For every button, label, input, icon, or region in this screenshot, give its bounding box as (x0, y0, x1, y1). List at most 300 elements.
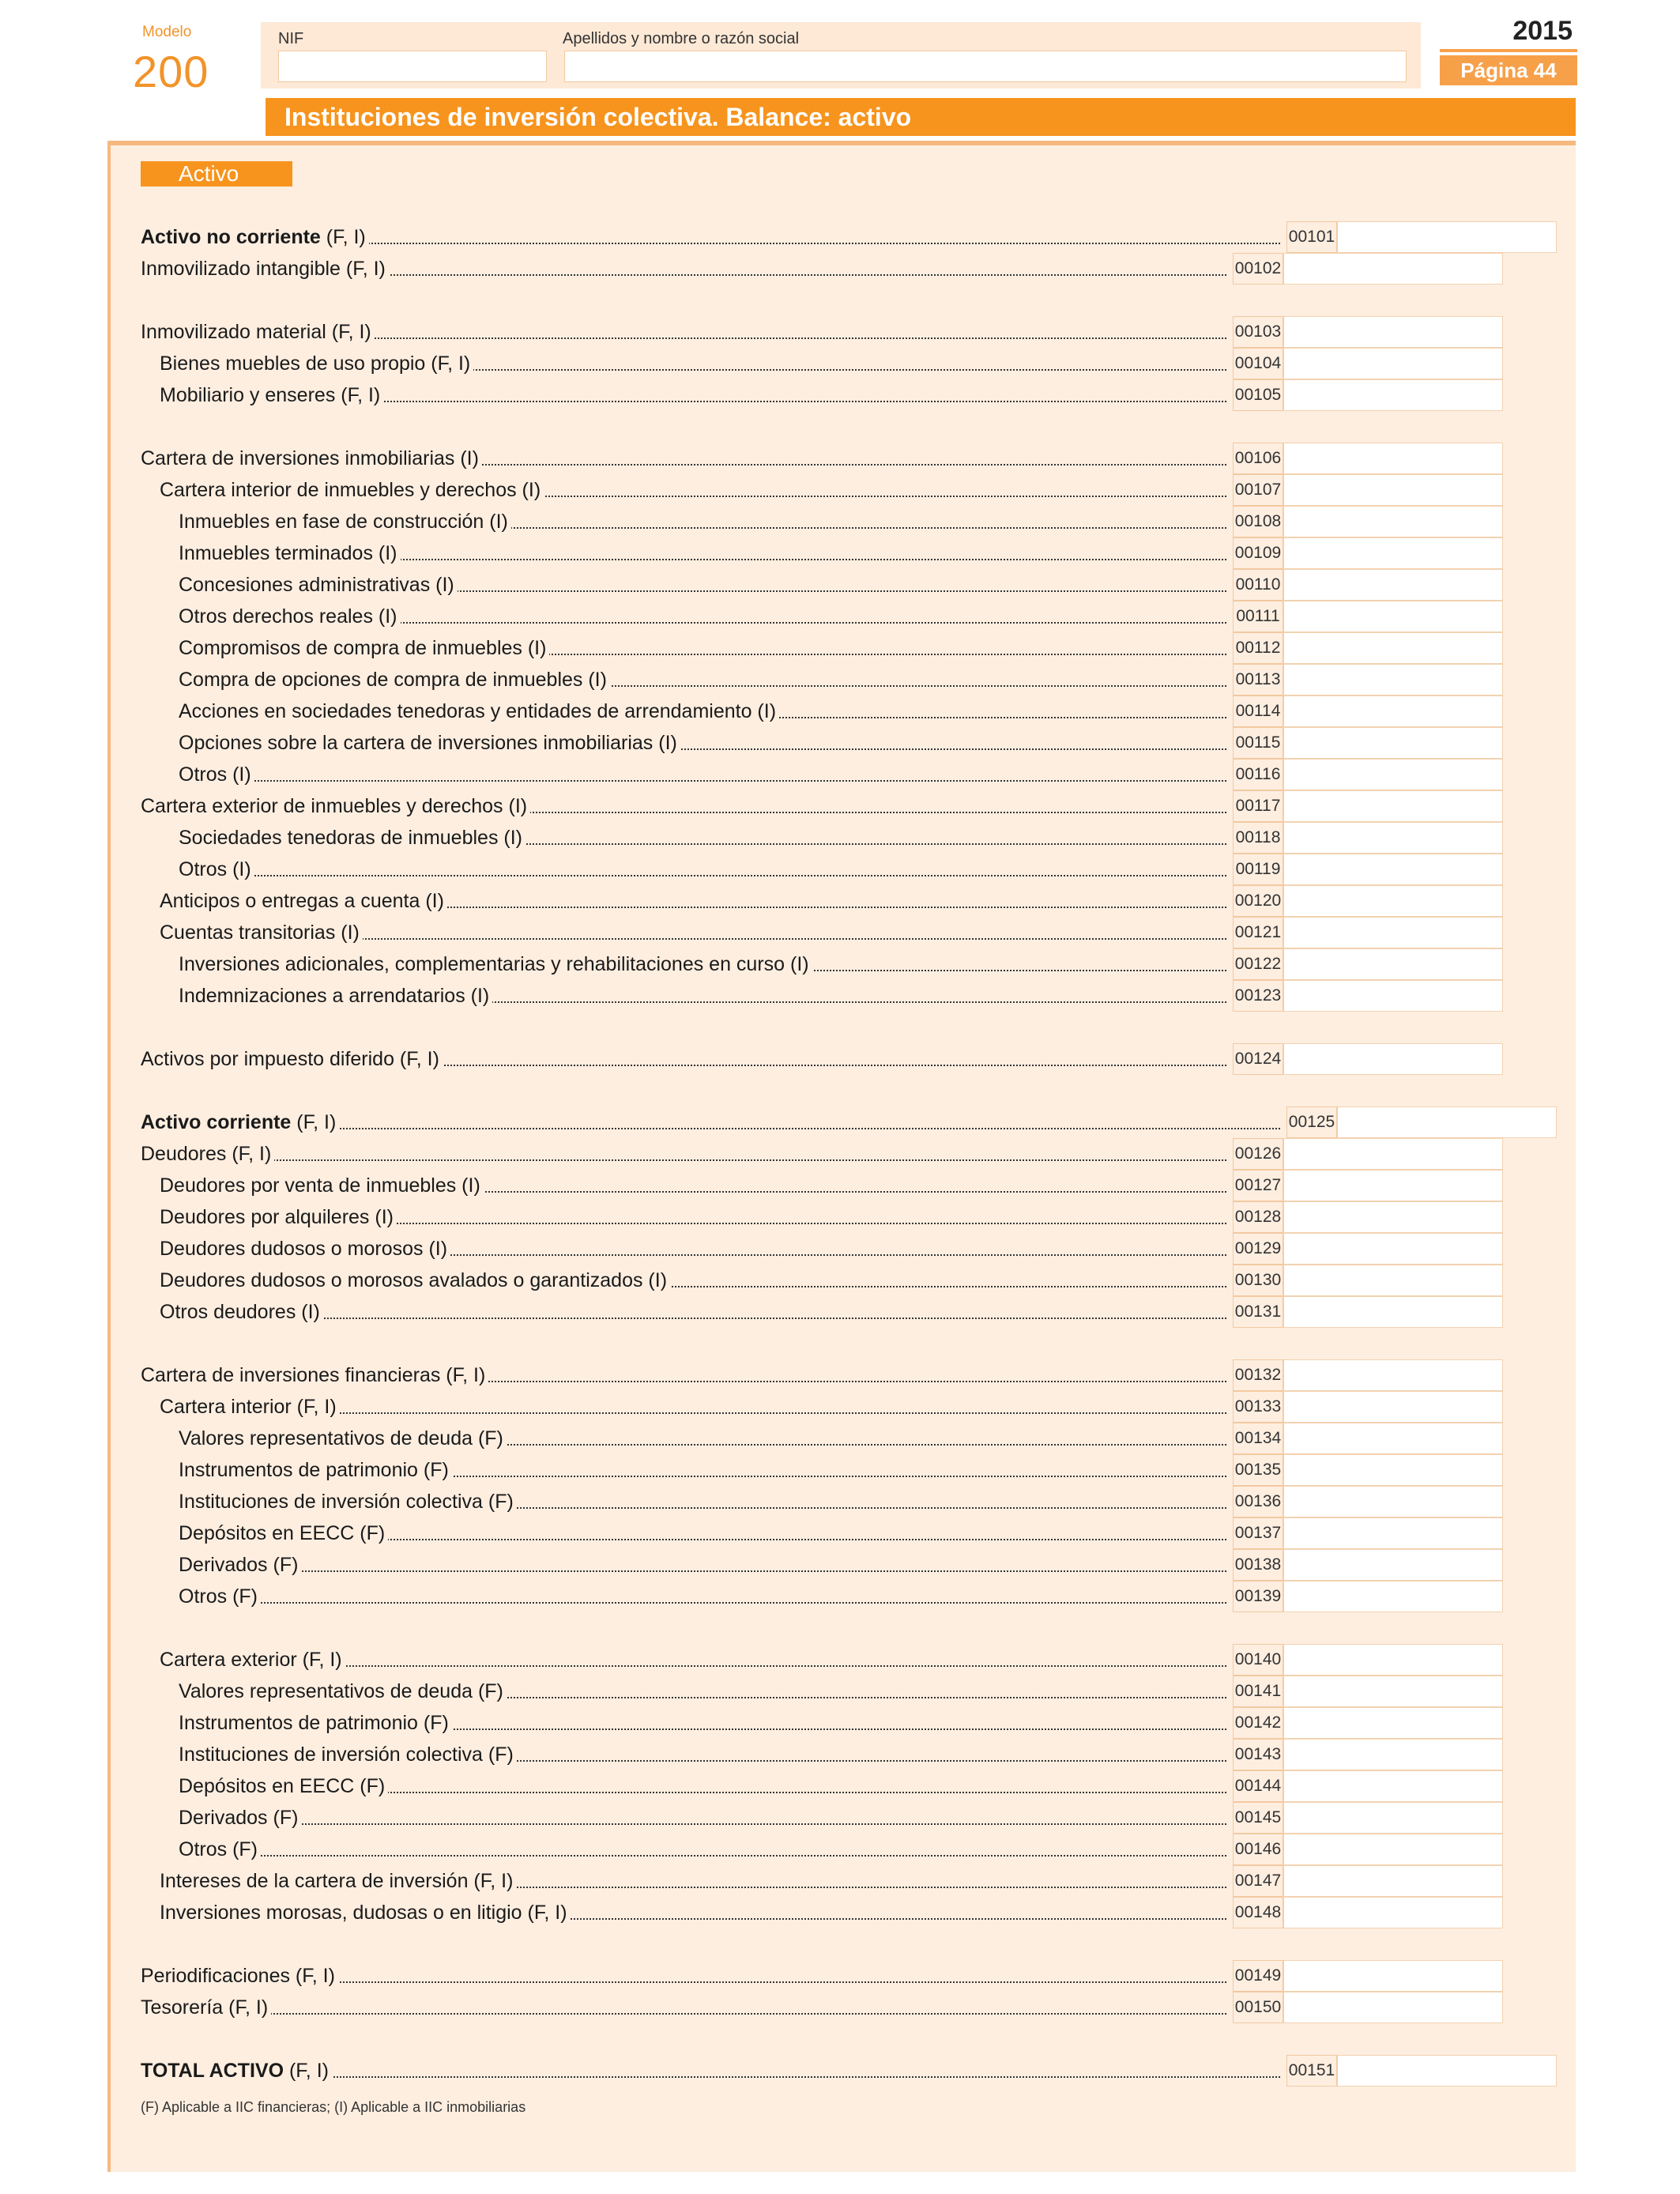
form-row (0, 474, 1680, 506)
row-plain-text: Inmovilizado intangible (F, I) (141, 258, 386, 280)
amount-input[interactable] (1283, 696, 1503, 727)
row-text (179, 605, 401, 628)
amount-input[interactable] (1283, 1138, 1503, 1170)
field-code: 00102 (1233, 253, 1283, 285)
form-row (0, 1359, 1680, 1391)
row-plain-text: Opciones sobre la cartera de inversiones inmobiliarias (I) (179, 732, 677, 754)
amount-input[interactable] (1283, 474, 1503, 506)
amount-input[interactable] (1283, 1517, 1503, 1549)
field-code: 00121 (1233, 917, 1283, 948)
form-row (0, 917, 1680, 948)
row-label (179, 727, 1226, 759)
field-code: 00146 (1233, 1834, 1283, 1865)
leader-dots (179, 1570, 1226, 1572)
nif-input[interactable] (278, 51, 547, 82)
row-text (179, 1838, 261, 1860)
amount-input[interactable] (1283, 1897, 1503, 1928)
form-row (0, 1676, 1680, 1707)
field-code: 00107 (1233, 474, 1283, 506)
row-label (160, 1233, 1226, 1265)
form-row (0, 569, 1680, 601)
field-code: 00148 (1233, 1897, 1283, 1928)
nif-label: NIF (278, 30, 304, 47)
field-code: 00129 (1233, 1233, 1283, 1265)
row-label (160, 1265, 1226, 1296)
row-plain-text: Indemnizaciones a arrendatarios (I) (179, 985, 490, 1007)
row-label (141, 1359, 1226, 1391)
row-text (179, 1712, 452, 1734)
row-text (160, 1269, 670, 1291)
amount-input[interactable] (1283, 822, 1503, 854)
form-row (0, 1233, 1680, 1265)
row-text (141, 226, 369, 248)
row-plain-text: Derivados (F) (179, 1554, 299, 1576)
amount-input[interactable] (1283, 537, 1503, 569)
row-text (179, 637, 549, 659)
row-text (141, 1111, 339, 1133)
amount-input[interactable] (1337, 1106, 1557, 1138)
row-label (179, 1517, 1226, 1549)
row-plain-text: (F, I) (284, 2060, 329, 2082)
row-text (179, 1775, 388, 1797)
form-row (0, 221, 1680, 253)
amount-input[interactable] (1283, 1296, 1503, 1328)
form-row (0, 854, 1680, 885)
row-text (141, 1143, 274, 1165)
row-plain-text: Valores representativos de deuda (F) (179, 1427, 503, 1449)
row-label (141, 443, 1226, 474)
row-text (179, 1427, 507, 1449)
amount-input[interactable] (1283, 1043, 1503, 1075)
row-text (141, 1996, 271, 2019)
row-label (179, 537, 1226, 569)
amount-input[interactable] (1283, 885, 1503, 917)
row-plain-text: (F, I) (291, 1111, 337, 1133)
form-row (0, 1486, 1680, 1517)
field-code: 00140 (1233, 1644, 1283, 1676)
form-row (0, 253, 1680, 285)
row-label (179, 506, 1226, 537)
amount-input[interactable] (1283, 1201, 1503, 1233)
row-label (179, 1581, 1226, 1612)
amount-input[interactable] (1283, 1802, 1503, 1834)
row-bold-text: TOTAL ACTIVO (141, 2060, 284, 2082)
form-row (0, 1865, 1680, 1897)
amount-input[interactable] (1283, 1359, 1503, 1391)
row-label (160, 1644, 1226, 1676)
form-row (0, 1170, 1680, 1201)
amount-input[interactable] (1283, 1486, 1503, 1517)
row-text (141, 795, 530, 817)
name-input[interactable] (564, 51, 1407, 82)
amount-input[interactable] (1283, 379, 1503, 411)
field-code: 00142 (1233, 1707, 1283, 1739)
amount-input[interactable] (1283, 1454, 1503, 1486)
leader-dots (141, 1159, 1226, 1161)
form-row (0, 1960, 1680, 1992)
row-plain-text: Cartera de inversiones financieras (F, I) (141, 1364, 486, 1386)
amount-input[interactable] (1283, 1233, 1503, 1265)
amount-input[interactable] (1283, 1865, 1503, 1897)
amount-input[interactable] (1283, 443, 1503, 474)
row-text (179, 700, 779, 722)
row-label (141, 221, 1280, 253)
form-row (0, 1770, 1680, 1802)
row-plain-text: Cartera de inversiones inmobiliarias (I) (141, 447, 479, 469)
form-row (0, 1043, 1680, 1075)
section-tab: Activo (141, 161, 292, 187)
row-text (160, 1649, 345, 1671)
amount-input[interactable] (1283, 601, 1503, 632)
row-label (160, 1897, 1226, 1928)
row-text (141, 2060, 332, 2082)
field-code: 00137 (1233, 1517, 1283, 1549)
form-row (0, 1106, 1680, 1138)
footnote: (F) Aplicable a IIC financieras; (I) Aplicable a IIC inmobiliarias (141, 2099, 526, 2115)
row-label (141, 316, 1226, 348)
row-plain-text: Acciones en sociedades tenedoras y entidades de arrendamiento (I) (179, 700, 777, 722)
row-plain-text: Otros (F) (179, 1585, 258, 1608)
amount-input[interactable] (1283, 1391, 1503, 1423)
row-text (141, 1048, 443, 1070)
amount-input[interactable] (1283, 1423, 1503, 1454)
modelo-number: 200 (133, 47, 209, 96)
row-text (179, 1744, 517, 1766)
row-plain-text: Inmovilizado material (F, I) (141, 321, 371, 343)
form-row (0, 1707, 1680, 1739)
row-text (179, 953, 812, 975)
amount-input[interactable] (1283, 1960, 1503, 1992)
form-row (0, 790, 1680, 822)
row-text (141, 258, 389, 280)
row-plain-text: Otros derechos reales (I) (179, 605, 397, 628)
field-code: 00128 (1233, 1201, 1283, 1233)
amount-input[interactable] (1283, 1707, 1503, 1739)
field-code: 00144 (1233, 1770, 1283, 1802)
form-row (0, 506, 1680, 537)
row-plain-text: Cartera interior de inmuebles y derechos (I) (160, 479, 541, 501)
amount-input[interactable] (1283, 727, 1503, 759)
field-code: 00133 (1233, 1391, 1283, 1423)
row-text (141, 447, 482, 469)
field-code: 00139 (1233, 1581, 1283, 1612)
field-code: 00111 (1233, 601, 1283, 632)
row-text (179, 1491, 517, 1513)
row-plain-text: (F, I) (320, 226, 366, 248)
row-label (160, 1170, 1226, 1201)
leader-dots (179, 875, 1226, 876)
field-code: 00113 (1233, 664, 1283, 696)
row-label (179, 822, 1226, 854)
row-plain-text: Derivados (F) (179, 1807, 299, 1829)
form-row (0, 1644, 1680, 1676)
amount-input[interactable] (1283, 1992, 1503, 2023)
row-label (179, 1454, 1226, 1486)
field-code: 00151 (1286, 2055, 1337, 2087)
row-label (160, 1296, 1226, 1328)
row-text (160, 1238, 450, 1260)
row-label (179, 1802, 1226, 1834)
row-label (179, 1486, 1226, 1517)
field-code: 00127 (1233, 1170, 1283, 1201)
form-row (0, 885, 1680, 917)
row-label (179, 759, 1226, 790)
row-plain-text: Cartera interior (F, I) (160, 1396, 337, 1418)
field-code: 00126 (1233, 1138, 1283, 1170)
field-code: 00104 (1233, 348, 1283, 379)
row-text (160, 922, 363, 944)
row-text (179, 827, 525, 849)
field-code: 00141 (1233, 1676, 1283, 1707)
amount-input[interactable] (1283, 1770, 1503, 1802)
row-plain-text: Anticipos o entregas a cuenta (I) (160, 890, 444, 912)
form-row (0, 443, 1680, 474)
row-text (179, 542, 401, 564)
field-code: 00117 (1233, 790, 1283, 822)
amount-input[interactable] (1283, 569, 1503, 601)
row-text (179, 669, 610, 691)
row-text (179, 1585, 261, 1608)
form-row (0, 1265, 1680, 1296)
row-text (160, 384, 383, 406)
field-code: 00125 (1286, 1106, 1337, 1138)
row-label (141, 253, 1226, 285)
row-plain-text: Tesorería (F, I) (141, 1996, 269, 2019)
amount-input[interactable] (1283, 980, 1503, 1012)
row-text (160, 1206, 397, 1228)
row-text (179, 511, 511, 533)
row-bold-text: Activo corriente (141, 1111, 292, 1133)
row-label (160, 885, 1226, 917)
field-code: 00119 (1233, 854, 1283, 885)
field-code: 00130 (1233, 1265, 1283, 1296)
amount-input[interactable] (1283, 1170, 1503, 1201)
row-plain-text: Instrumentos de patrimonio (F) (179, 1712, 449, 1734)
row-label (179, 1834, 1226, 1865)
form-row (0, 980, 1680, 1012)
row-text (179, 858, 254, 880)
row-label (179, 569, 1226, 601)
field-code: 00120 (1233, 885, 1283, 917)
row-text (179, 763, 254, 786)
form-row (0, 601, 1680, 632)
row-plain-text: Instrumentos de patrimonio (F) (179, 1459, 449, 1481)
field-code: 00149 (1233, 1960, 1283, 1992)
row-plain-text: Instituciones de inversión colectiva (F) (179, 1744, 514, 1766)
row-text (160, 1174, 484, 1197)
row-plain-text: Inmuebles terminados (I) (179, 542, 397, 564)
row-text (179, 1680, 507, 1702)
row-plain-text: Depósitos en EECC (F) (179, 1522, 386, 1544)
field-code: 00112 (1233, 632, 1283, 664)
row-label (141, 1043, 1226, 1075)
amount-input[interactable] (1283, 1834, 1503, 1865)
page-title: Instituciones de inversión colectiva. Balance: activo (266, 98, 1576, 136)
row-plain-text: Deudores dudosos o morosos (I) (160, 1238, 448, 1260)
form-row (0, 1992, 1680, 2023)
leader-dots (179, 1602, 1226, 1604)
name-label: Apellidos y nombre o razón social (563, 30, 800, 47)
form-row (0, 1391, 1680, 1423)
row-plain-text: Cartera exterior (F, I) (160, 1649, 342, 1671)
row-label (179, 1739, 1226, 1770)
field-code: 00118 (1233, 822, 1283, 854)
row-text (179, 1522, 388, 1544)
field-code: 00145 (1233, 1802, 1283, 1834)
form-row (0, 664, 1680, 696)
row-bold-text: Activo no corriente (141, 226, 321, 248)
row-plain-text: Bienes muebles de uso propio (F, I) (160, 352, 471, 375)
row-label (179, 1770, 1226, 1802)
row-plain-text: Concesiones administrativas (I) (179, 574, 454, 596)
form-row (0, 1834, 1680, 1865)
form-row (0, 348, 1680, 379)
row-label (160, 348, 1226, 379)
row-plain-text: Intereses de la cartera de inversión (F, I) (160, 1870, 514, 1892)
row-label (160, 379, 1226, 411)
row-label (179, 601, 1226, 632)
field-code: 00136 (1233, 1486, 1283, 1517)
amount-input[interactable] (1283, 1549, 1503, 1581)
row-label (160, 1865, 1226, 1897)
amount-input[interactable] (1283, 1265, 1503, 1296)
row-plain-text: Cartera exterior de inmuebles y derechos (I) (141, 795, 528, 817)
field-code: 00147 (1233, 1865, 1283, 1897)
field-code: 00115 (1233, 727, 1283, 759)
row-text (160, 1870, 516, 1892)
form-row (0, 1423, 1680, 1454)
leader-dots (179, 1855, 1226, 1857)
row-text (160, 1396, 340, 1418)
amount-input[interactable] (1283, 948, 1503, 980)
field-code: 00105 (1233, 379, 1283, 411)
amount-input[interactable] (1283, 1644, 1503, 1676)
form-row (0, 1581, 1680, 1612)
form-row (0, 1549, 1680, 1581)
row-plain-text: Sociedades tenedoras de inmuebles (I) (179, 827, 522, 849)
form-row (0, 632, 1680, 664)
row-plain-text: Deudores por alquileres (I) (160, 1206, 394, 1228)
row-label (179, 696, 1226, 727)
row-label (179, 980, 1226, 1012)
field-code: 00122 (1233, 948, 1283, 980)
form-row (0, 948, 1680, 980)
row-label (160, 1201, 1226, 1233)
leader-dots (179, 1823, 1226, 1825)
amount-input[interactable] (1283, 854, 1503, 885)
row-plain-text: Inversiones adicionales, complementarias y rehabilitaciones en curso (I) (179, 953, 809, 975)
field-code: 00150 (1233, 1992, 1283, 2023)
row-plain-text: Compromisos de compra de inmuebles (I) (179, 637, 547, 659)
form-row (0, 1138, 1680, 1170)
row-label (160, 1391, 1226, 1423)
field-code: 00134 (1233, 1423, 1283, 1454)
amount-input[interactable] (1283, 316, 1503, 348)
row-plain-text: Inmuebles en fase de construcción (I) (179, 511, 508, 533)
row-text (160, 352, 473, 375)
row-plain-text: Compra de opciones de compra de inmuebles (I) (179, 669, 607, 691)
amount-input[interactable] (1283, 506, 1503, 537)
row-label (141, 790, 1226, 822)
row-plain-text: Instituciones de inversión colectiva (F) (179, 1491, 514, 1513)
amount-input[interactable] (1283, 790, 1503, 822)
row-plain-text: Deudores (F, I) (141, 1143, 272, 1165)
amount-input[interactable] (1283, 1676, 1503, 1707)
field-code: 00114 (1233, 696, 1283, 727)
amount-input[interactable] (1283, 759, 1503, 790)
field-code: 00135 (1233, 1454, 1283, 1486)
field-code: 00116 (1233, 759, 1283, 790)
row-label (141, 1992, 1226, 2023)
row-text (179, 1807, 301, 1829)
amount-input[interactable] (1283, 1739, 1503, 1770)
row-text (160, 479, 544, 501)
amount-input[interactable] (1283, 632, 1503, 664)
row-plain-text: Otros (I) (179, 858, 251, 880)
form-row (0, 1201, 1680, 1233)
row-label (141, 2055, 1280, 2087)
field-code: 00103 (1233, 316, 1283, 348)
field-code: 00108 (1233, 506, 1283, 537)
row-label (179, 1676, 1226, 1707)
form-row (0, 822, 1680, 854)
field-code: 00132 (1233, 1359, 1283, 1391)
field-code: 00106 (1233, 443, 1283, 474)
row-label (179, 1423, 1226, 1454)
amount-input[interactable] (1283, 348, 1503, 379)
row-text (141, 321, 375, 343)
row-plain-text: Mobiliario y enseres (F, I) (160, 384, 381, 406)
amount-input[interactable] (1283, 917, 1503, 948)
row-text (179, 732, 680, 754)
row-text (160, 890, 447, 912)
form-row (0, 1517, 1680, 1549)
amount-input[interactable] (1283, 253, 1503, 285)
row-label (179, 854, 1226, 885)
form-row (0, 1802, 1680, 1834)
row-plain-text: Activos por impuesto diferido (F, I) (141, 1048, 439, 1070)
form-row (0, 2055, 1680, 2087)
year-rule (1440, 49, 1577, 52)
field-code: 00138 (1233, 1549, 1283, 1581)
field-code: 00109 (1233, 537, 1283, 569)
amount-input[interactable] (1337, 221, 1557, 253)
form-row (0, 759, 1680, 790)
row-plain-text: Otros (I) (179, 763, 251, 786)
row-text (179, 574, 458, 596)
amount-input[interactable] (1283, 1581, 1503, 1612)
field-code: 00101 (1286, 221, 1337, 253)
row-plain-text: Deudores dudosos o morosos avalados o garantizados (I) (160, 1269, 668, 1291)
row-label (141, 1106, 1280, 1138)
leader-dots (141, 2013, 1226, 2015)
field-code: 00143 (1233, 1739, 1283, 1770)
form-row (0, 537, 1680, 569)
amount-input[interactable] (1337, 2055, 1557, 2087)
row-plain-text: Cuentas transitorias (I) (160, 922, 360, 944)
row-plain-text: Deudores por venta de inmuebles (I) (160, 1174, 480, 1197)
form-row (0, 1739, 1680, 1770)
leader-dots (179, 780, 1226, 782)
row-plain-text: Otros deudores (I) (160, 1301, 320, 1323)
row-label (179, 632, 1226, 664)
row-text (141, 1364, 488, 1386)
field-code: 00124 (1233, 1043, 1283, 1075)
form-row (0, 727, 1680, 759)
amount-input[interactable] (1283, 664, 1503, 696)
row-text (160, 1301, 323, 1323)
field-code: 00110 (1233, 569, 1283, 601)
